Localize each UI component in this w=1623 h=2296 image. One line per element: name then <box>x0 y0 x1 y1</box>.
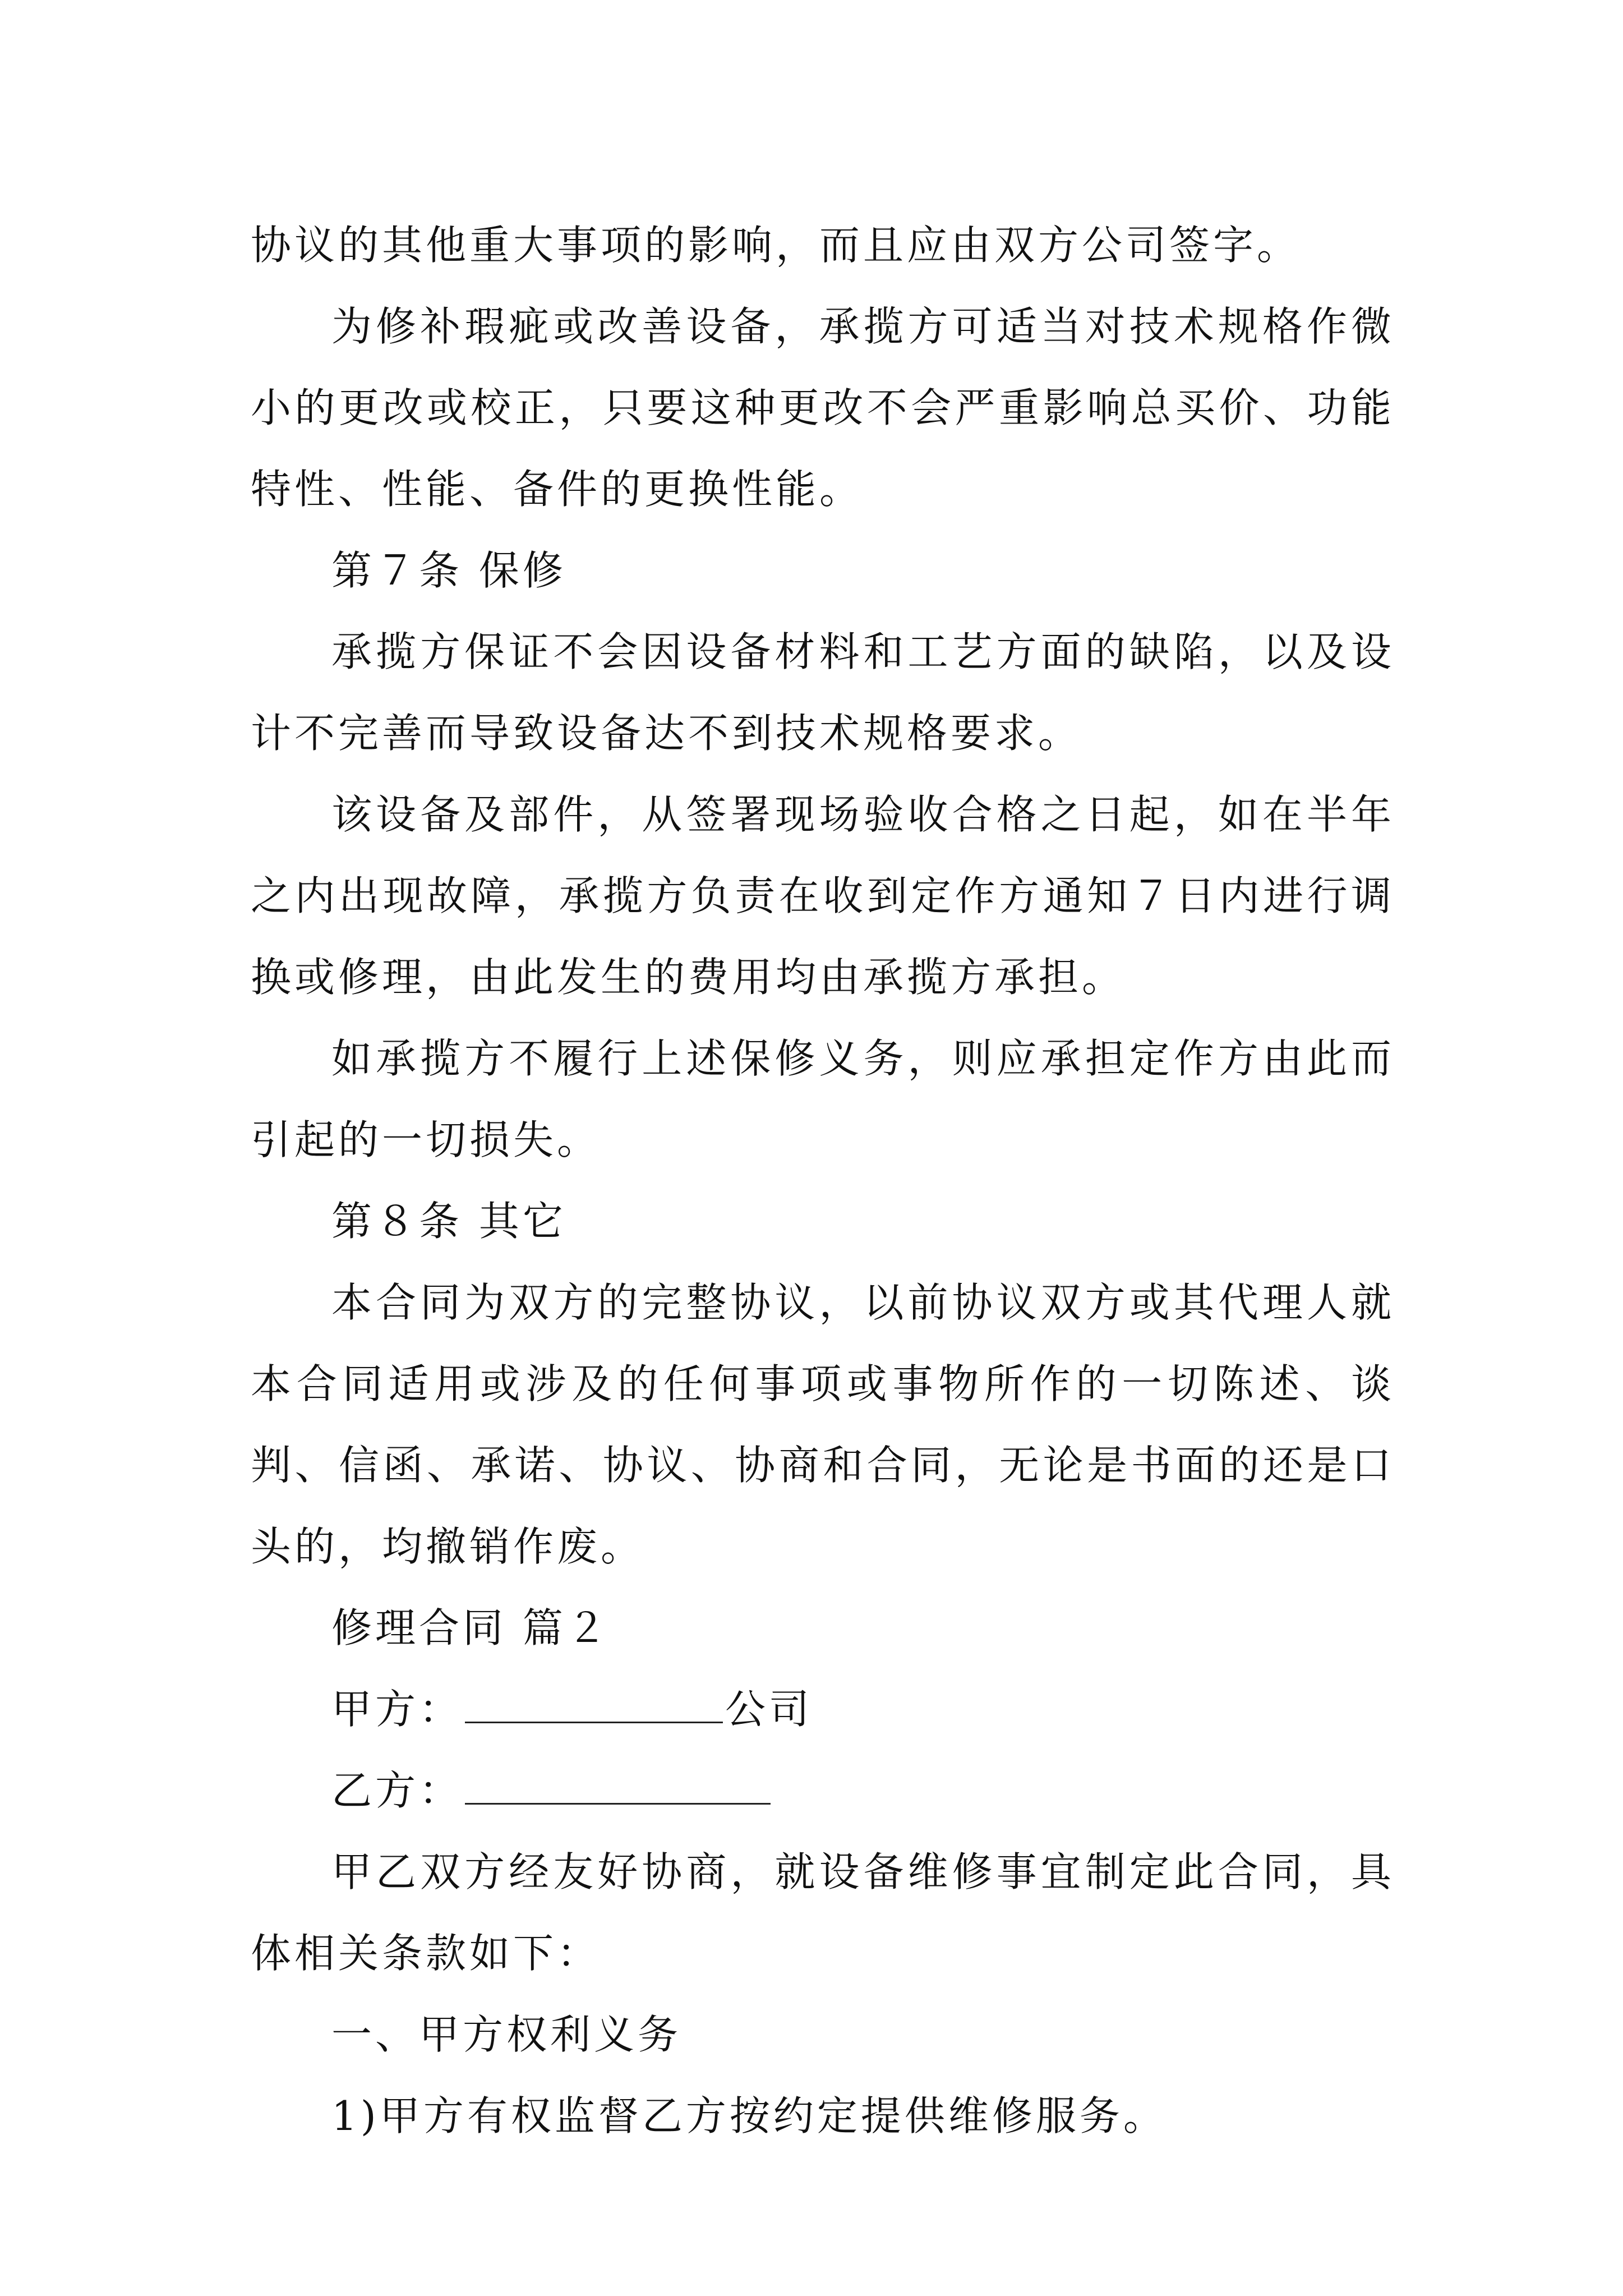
paragraph-warranty-period: 该设备及部件，从签署现场验收合格之日起，如在半年之内出现故障，承揽方负责在收到定作方通知７日内进行调换或修理，由此发生的费用均由承揽方承担。 <box>251 791 1395 1001</box>
document-body <box>251 205 1395 2157</box>
paragraph-continuation: 协议的其他重大事项的影响，而且应由双方公司签字。 <box>251 222 1301 269</box>
section-1-heading: 一、甲方权利义务 <box>331 2011 682 2058</box>
party-b-blank[interactable] <box>465 1766 771 1805</box>
party-a-line <box>251 1669 1395 1750</box>
paragraph-modification: 为修补瑕疵或改善设备，承揽方可适当对技术规格作微小的更改或校正，只要这种更改不会严重影响总买价、功能特性、性能、备件的更换性能。 <box>251 303 1395 513</box>
list-item-1: 1)甲方有权监督乙方按约定提供维修服务。 <box>331 2092 1167 2139</box>
party-a-suffix: 公司 <box>725 1686 813 1733</box>
article-8-heading: 第８条 其它 <box>331 1198 566 1245</box>
paragraph-intro: 甲乙双方经友好协商，就设备维修事宜制定此合同，具体相关条款如下： <box>251 1848 1395 1977</box>
party-a-label: 甲方： <box>331 1686 463 1733</box>
paragraph-warranty-liability: 如承揽方不履行上述保修义务，则应承担定作方由此而引起的一切损失。 <box>251 1035 1395 1163</box>
contract-2-title: 修理合同 篇２ <box>331 1604 610 1651</box>
party-b-label: 乙方： <box>331 1767 463 1814</box>
article-7-heading: 第７条 保修 <box>331 547 566 594</box>
paragraph-warranty-guarantee: 承揽方保证不会因设备材料和工艺方面的缺陷，以及设计不完善而导致设备达不到技术规格要求。 <box>251 628 1395 757</box>
party-a-blank[interactable] <box>465 1685 723 1723</box>
party-b-line <box>251 1750 1395 1832</box>
paragraph-entire-agreement: 本合同为双方的完整协议，以前协议双方或其代理人就本合同适用或涉及的任何事项或事物所作的一切陈述、谈判、信函、承诺、协议、协商和合同，无论是书面的还是口头的，均撤销作废。 <box>251 1279 1395 1570</box>
